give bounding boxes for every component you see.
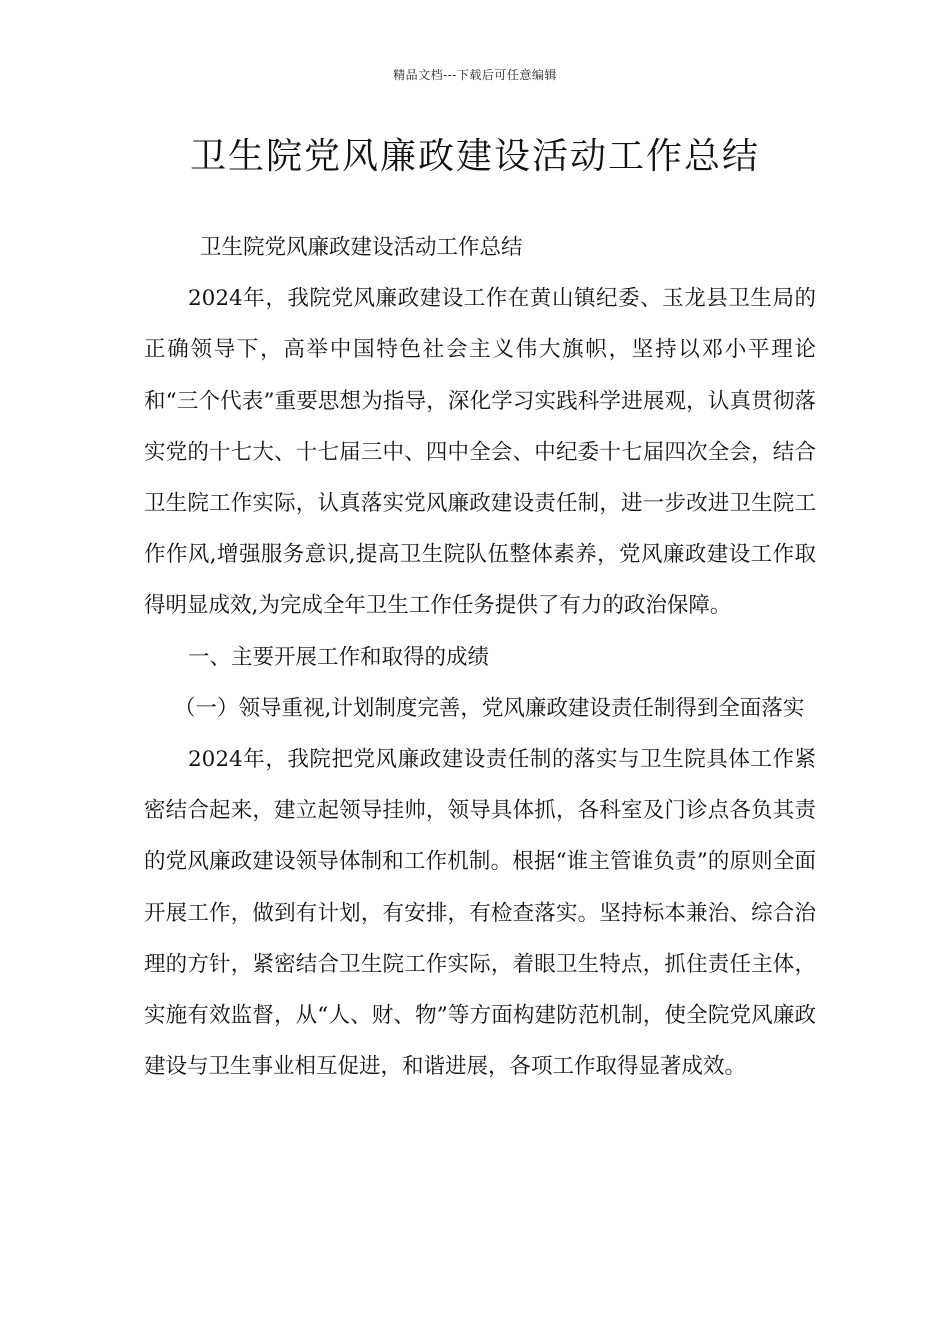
subsection-heading: （一）领导重视,计划制度完善，党风廉政建设责任制得到全面落实 xyxy=(174,695,805,721)
section-heading: 一、主要开展工作和取得的成绩 xyxy=(188,644,490,670)
body-paragraph: 2024年，我院党风廉政建设工作在黄山镇纪委、玉龙县卫生局的正确领导下，高举中国特色社会主义伟大旗帜，坚持以邓小平理论和“三个代表”重要思想为指导，深化学习实践科学进展观，认真贯彻落实党的十七大、十七届三中、四中全会、中纪委十七届四次全会，结合卫生院工作实际，认真落实党风廉政建设责任制，进一步改进卫生院工作作风,增强服务意识,提高卫生院队伍整体素养，党风廉政建设工作取得明显成效,为完成全年卫生工作任务提供了有力的政治保障。 xyxy=(144,286,816,619)
document-body xyxy=(144,222,816,1092)
document-title: 卫生院党风廉政建设活动工作总结 xyxy=(189,136,760,177)
header-note: 精品文档---下载后可任意编辑 xyxy=(393,68,557,82)
body-paragraph: 2024年，我院把党风廉政建设责任制的落实与卫生院具体工作紧密结合起来，建立起领导挂帅，领导具体抓，各科室及门诊点各负其责的党风廉政建设领导体制和工作机制。根据“谁主管谁负责”的原则全面开展工作，做到有计划，有安排，有检查落实。坚持标本兼治、综合治理的方针，紧密结合卫生院工作实际，着眼卫生特点，抓住责任主体，实施有效监督，从“人、财、物”等方面构建防范机制，使全院党风廉政建设与卫生事业相互促进，和谐进展，各项工作取得显著成效。 xyxy=(144,747,816,1080)
body-subtitle: 卫生院党风廉政建设活动工作总结 xyxy=(200,235,523,260)
